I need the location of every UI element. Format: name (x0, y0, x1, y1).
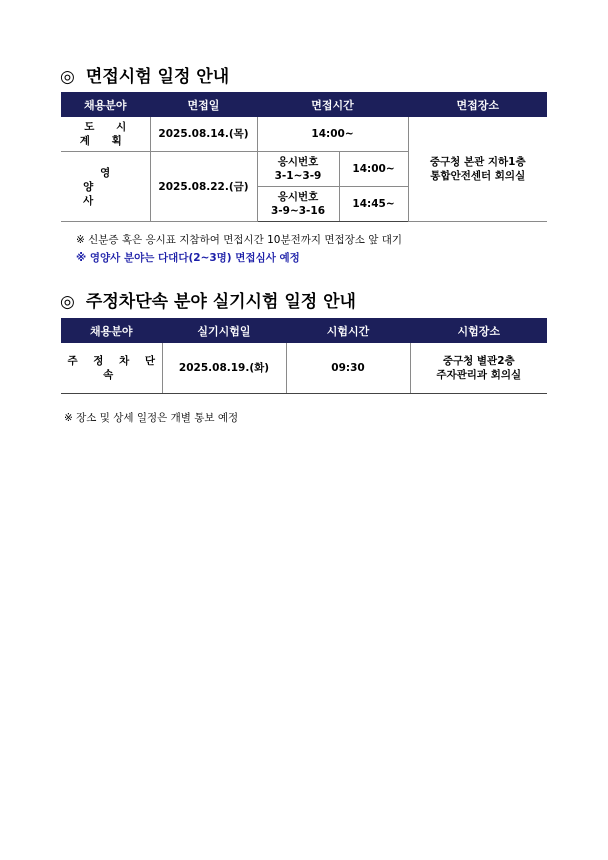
date-nutritionist: 2025.08.22.(금) (150, 152, 257, 222)
note-nutritionist-format: ※ 영양사 분야는 다대다(2~3명) 면접심사 예정 (76, 252, 300, 264)
time-nutritionist-2: 14:45~ (339, 187, 408, 222)
interview-place (408, 117, 547, 222)
field-urban-planning: 도 시 계 획 (61, 117, 150, 152)
double-circle-icon: ◎ (60, 67, 75, 87)
header-exam-date: 실기시험일 (162, 319, 286, 343)
section2-heading (60, 287, 356, 312)
place-line-2: 주자관리과 회의실 (436, 369, 522, 381)
exam-place (410, 343, 547, 394)
time-urban-planning: 14:00~ (257, 117, 408, 152)
section2-title: 주정차단속 분야 실기시험 일정 안내 (85, 292, 356, 312)
time-nutritionist-1: 14:00~ (339, 152, 408, 187)
place-line-2: 통합안전센터 회의실 (430, 170, 526, 182)
field-parking-enforcement: 주 정 차 단 속 (61, 343, 162, 394)
header-interview-date: 면접일 (150, 93, 257, 117)
header-exam-place: 시험장소 (410, 319, 547, 343)
table-header-row (61, 319, 547, 343)
table-header-row (61, 93, 547, 117)
header-field: 채용분야 (61, 319, 162, 343)
note-individual-notice: ※ 장소 및 상세 일정은 개별 통보 예정 (64, 412, 239, 424)
header-field: 채용분야 (61, 93, 150, 117)
date-parking-enforcement: 2025.08.19.(화) (162, 343, 286, 394)
interview-schedule-table (61, 92, 547, 222)
note-id-requirement: ※ 신분증 혹은 응시표 지참하여 면접시간 10분전까지 면접장소 앞 대기 (76, 234, 403, 246)
double-circle-icon: ◎ (60, 292, 75, 312)
place-line-1: 중구청 본관 지하1층 (429, 156, 526, 168)
header-exam-time: 시험시간 (286, 319, 410, 343)
header-interview-place: 면접장소 (408, 93, 547, 117)
table-row (61, 343, 547, 394)
practical-exam-schedule-table (61, 318, 547, 394)
section1-title: 면접시험 일정 안내 (85, 67, 230, 87)
header-interview-time: 면접시간 (257, 93, 408, 117)
time-parking-enforcement: 09:30 (286, 343, 410, 394)
date-urban-planning: 2025.08.14.(목) (150, 117, 257, 152)
range-nutritionist-2: 응시번호 3-9~3-16 (257, 187, 339, 222)
table-row (61, 117, 547, 152)
range-nutritionist-1: 응시번호 3-1~3-9 (257, 152, 339, 187)
field-nutritionist: 영 양 사 (61, 152, 150, 222)
place-line-1: 중구청 별관2층 (442, 355, 515, 367)
section1-heading (60, 62, 229, 87)
